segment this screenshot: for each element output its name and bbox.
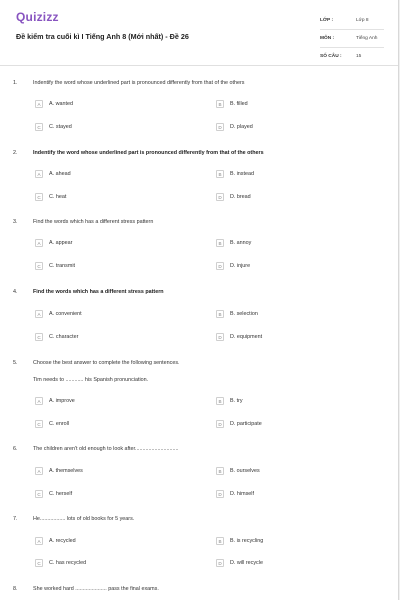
option-letter-box: A bbox=[35, 239, 43, 247]
meta-table bbox=[320, 12, 384, 66]
option-d[interactable] bbox=[216, 122, 253, 132]
option-b[interactable] bbox=[216, 396, 243, 406]
option-c[interactable] bbox=[35, 192, 66, 202]
option-text: D. equipment bbox=[230, 334, 263, 340]
option-d[interactable] bbox=[216, 489, 254, 499]
option-letter-box: D bbox=[216, 490, 224, 498]
option-c[interactable] bbox=[35, 489, 72, 499]
option-letter-box: A bbox=[35, 467, 43, 475]
question-sentence: Tim needs to ............ his Spanish pronunciation. bbox=[33, 377, 149, 383]
option-letter-box: B bbox=[216, 537, 224, 545]
option-d[interactable] bbox=[216, 419, 262, 429]
option-d[interactable] bbox=[216, 261, 250, 271]
option-letter-box: D bbox=[216, 559, 224, 567]
option-b[interactable] bbox=[216, 309, 258, 319]
option-text: A. themselves bbox=[49, 468, 83, 474]
meta-row-count bbox=[320, 48, 384, 66]
option-text: C. enroll bbox=[49, 421, 70, 427]
option-text: B. selection bbox=[230, 311, 258, 317]
question-text: Find the words which has a different stress pattern bbox=[33, 219, 154, 225]
option-letter-box: C bbox=[35, 193, 43, 201]
option-b[interactable] bbox=[216, 536, 263, 546]
option-d[interactable] bbox=[216, 192, 251, 202]
option-text: B. annoy bbox=[230, 240, 252, 246]
option-text: D. participate bbox=[230, 421, 262, 427]
option-letter-box: A bbox=[35, 100, 43, 108]
header-divider bbox=[0, 65, 398, 66]
question-text: The children aren't old enough to look after............................. bbox=[33, 446, 179, 452]
option-a[interactable] bbox=[35, 536, 76, 546]
option-text: A. appear bbox=[49, 240, 73, 246]
option-letter-box: D bbox=[216, 123, 224, 131]
option-letter-box: C bbox=[35, 123, 43, 131]
option-b[interactable] bbox=[216, 238, 251, 248]
option-text: A. wanted bbox=[49, 101, 73, 107]
document-title: Đề kiểm tra cuối kì I Tiếng Anh 8 (Mới nhất) - Đề 26 bbox=[16, 32, 189, 41]
option-text: B. try bbox=[230, 398, 243, 404]
option-letter-box: B bbox=[216, 467, 224, 475]
option-letter-box: C bbox=[35, 490, 43, 498]
question-text: She worked hard ..................... pass the final exams. bbox=[33, 586, 159, 592]
meta-row-subject bbox=[320, 30, 384, 48]
option-c[interactable] bbox=[35, 332, 78, 342]
option-text: C. character bbox=[49, 334, 79, 340]
meta-label: LỚP : bbox=[320, 18, 334, 23]
meta-label: MÔN : bbox=[320, 36, 335, 41]
option-c[interactable] bbox=[35, 261, 75, 271]
meta-value: Lớp 8 bbox=[356, 18, 369, 23]
quizizz-logo: Quizizz bbox=[16, 10, 59, 24]
option-text: C. herself bbox=[49, 491, 73, 497]
option-letter-box: D bbox=[216, 262, 224, 270]
option-a[interactable] bbox=[35, 466, 83, 476]
option-text: A. recycled bbox=[49, 538, 76, 544]
question-number: 7. bbox=[13, 516, 18, 522]
option-letter-box: C bbox=[35, 559, 43, 567]
option-letter-box: B bbox=[216, 100, 224, 108]
option-letter-box: A bbox=[35, 537, 43, 545]
question-text: Find the words which has a different stress pattern bbox=[33, 289, 164, 295]
option-text: D. will recycle bbox=[230, 560, 263, 566]
option-letter-box: D bbox=[216, 193, 224, 201]
question-text: Indentify the word whose underlined part is pronounced differently from that of the others bbox=[33, 150, 264, 156]
option-letter-box: C bbox=[35, 262, 43, 270]
option-text: B. ourselves bbox=[230, 468, 260, 474]
question-number: 4. bbox=[13, 289, 18, 295]
option-text: D. injure bbox=[230, 263, 251, 269]
option-text: D. himself bbox=[230, 491, 254, 497]
option-text: D. played bbox=[230, 124, 253, 130]
option-letter-box: A bbox=[35, 397, 43, 405]
question-number: 2. bbox=[13, 150, 18, 156]
option-text: D. bread bbox=[230, 194, 251, 200]
question-text: Indentify the word whose underlined part is pronounced differently from that of the others bbox=[33, 80, 245, 86]
option-letter-box: B bbox=[216, 397, 224, 405]
option-text: C. stayed bbox=[49, 124, 72, 130]
option-c[interactable] bbox=[35, 419, 69, 429]
option-text: C. has recycled bbox=[49, 560, 87, 566]
option-letter-box: D bbox=[216, 420, 224, 428]
meta-value: Tiếng Anh bbox=[356, 36, 378, 41]
option-letter-box: A bbox=[35, 170, 43, 178]
option-text: A. ahead bbox=[49, 171, 71, 177]
option-a[interactable] bbox=[35, 396, 75, 406]
option-letter-box: C bbox=[35, 420, 43, 428]
question-number: 8. bbox=[13, 586, 18, 592]
option-text: B. is recycling bbox=[230, 538, 264, 544]
option-letter-box: B bbox=[216, 170, 224, 178]
meta-label: SỐ CÂU : bbox=[320, 54, 342, 59]
question-number: 1. bbox=[13, 80, 18, 86]
option-a[interactable] bbox=[35, 99, 73, 109]
question-number: 6. bbox=[13, 446, 18, 452]
question-number: 3. bbox=[13, 219, 18, 225]
option-letter-box: C bbox=[35, 333, 43, 341]
option-b[interactable] bbox=[216, 99, 248, 109]
question-text: He................. lots of old books for 5 years. bbox=[33, 516, 135, 522]
option-text: A. convenient bbox=[49, 311, 82, 317]
option-b[interactable] bbox=[216, 466, 260, 476]
option-letter-box: D bbox=[216, 333, 224, 341]
option-d[interactable] bbox=[216, 558, 263, 568]
question-number: 5. bbox=[13, 360, 18, 366]
option-text: C. heat bbox=[49, 194, 67, 200]
option-text: C. transmit bbox=[49, 263, 76, 269]
meta-row-class bbox=[320, 12, 384, 30]
option-a[interactable] bbox=[35, 169, 71, 179]
meta-value: 15 bbox=[356, 54, 362, 59]
option-c[interactable] bbox=[35, 122, 72, 132]
option-text: A. improve bbox=[49, 398, 75, 404]
option-a[interactable] bbox=[35, 238, 72, 248]
option-text: B. instead bbox=[230, 171, 254, 177]
option-b[interactable] bbox=[216, 169, 254, 179]
option-a[interactable] bbox=[35, 309, 82, 319]
option-letter-box: B bbox=[216, 239, 224, 247]
option-c[interactable] bbox=[35, 558, 86, 568]
question-text: Choose the best answer to complete the following sentences. bbox=[33, 360, 180, 366]
option-d[interactable] bbox=[216, 332, 262, 342]
option-letter-box: B bbox=[216, 310, 224, 318]
option-letter-box: A bbox=[35, 310, 43, 318]
option-text: B. filled bbox=[230, 101, 248, 107]
